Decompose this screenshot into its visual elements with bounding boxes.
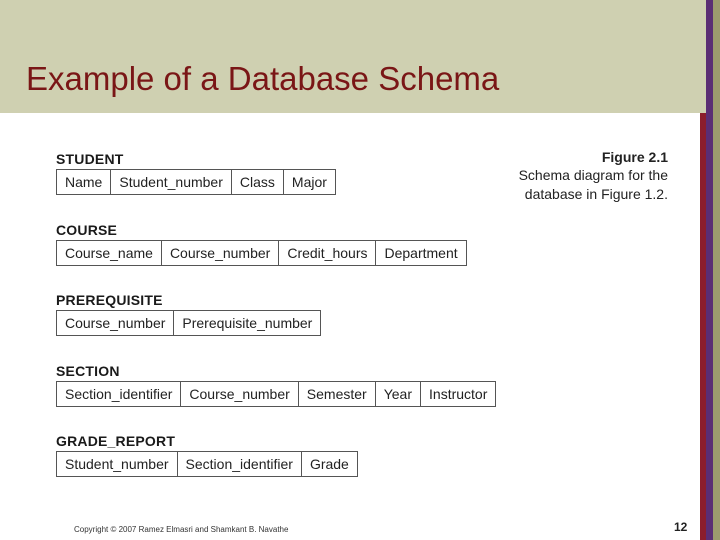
attribute-row	[56, 169, 336, 195]
entity-name: STUDENT	[56, 151, 124, 167]
attribute-row	[56, 381, 496, 407]
figure-caption-line-2: database in Figure 1.2.	[524, 186, 668, 202]
attribute-cell: Class	[232, 170, 284, 194]
figure-caption	[519, 148, 668, 204]
attribute-cell: Course_number	[162, 241, 279, 265]
right-bar-olive	[713, 0, 720, 540]
entity-name: COURSE	[56, 222, 118, 238]
attribute-cell: Student_number	[57, 452, 178, 476]
figure-number: Figure 2.1	[601, 149, 668, 165]
entity-student	[56, 150, 336, 195]
page-number: 12	[674, 520, 688, 534]
entity-section	[56, 362, 496, 407]
attribute-row	[56, 240, 467, 266]
attribute-cell: Year	[376, 382, 421, 406]
attribute-cell: Major	[291, 174, 327, 190]
attribute-cell: Prerequisite_number	[182, 315, 313, 331]
figure-caption-line-1: Schema diagram for the	[518, 167, 668, 183]
attribute-row	[56, 310, 321, 336]
attribute-cell: Department	[384, 245, 458, 261]
attribute-cell: Name	[57, 170, 111, 194]
slide-title: Example of a Database Schema	[26, 60, 500, 97]
entity-prerequisite	[56, 291, 321, 336]
attribute-cell: Semester	[299, 382, 376, 406]
entity-name: SECTION	[56, 363, 120, 379]
attribute-cell: Course_number	[181, 382, 298, 406]
attribute-cell: Section_identifier	[57, 382, 181, 406]
entity-course	[56, 221, 467, 266]
attribute-cell: Credit_hours	[279, 241, 376, 265]
entity-name: PREREQUISITE	[56, 292, 163, 308]
right-bar-purple	[706, 0, 713, 540]
entity-grade-report	[56, 432, 358, 477]
entity-name: GRADE_REPORT	[56, 433, 176, 449]
attribute-cell: Section_identifier	[178, 452, 302, 476]
attribute-cell: Course_number	[57, 311, 174, 335]
copyright-text: Copyright © 2007 Ramez Elmasri and Shamkant B. Navathe	[74, 525, 289, 534]
attribute-cell: Course_name	[57, 241, 162, 265]
attribute-cell: Student_number	[111, 170, 232, 194]
attribute-cell: Instructor	[429, 386, 488, 402]
attribute-row	[56, 451, 358, 477]
attribute-cell: Grade	[309, 456, 349, 472]
